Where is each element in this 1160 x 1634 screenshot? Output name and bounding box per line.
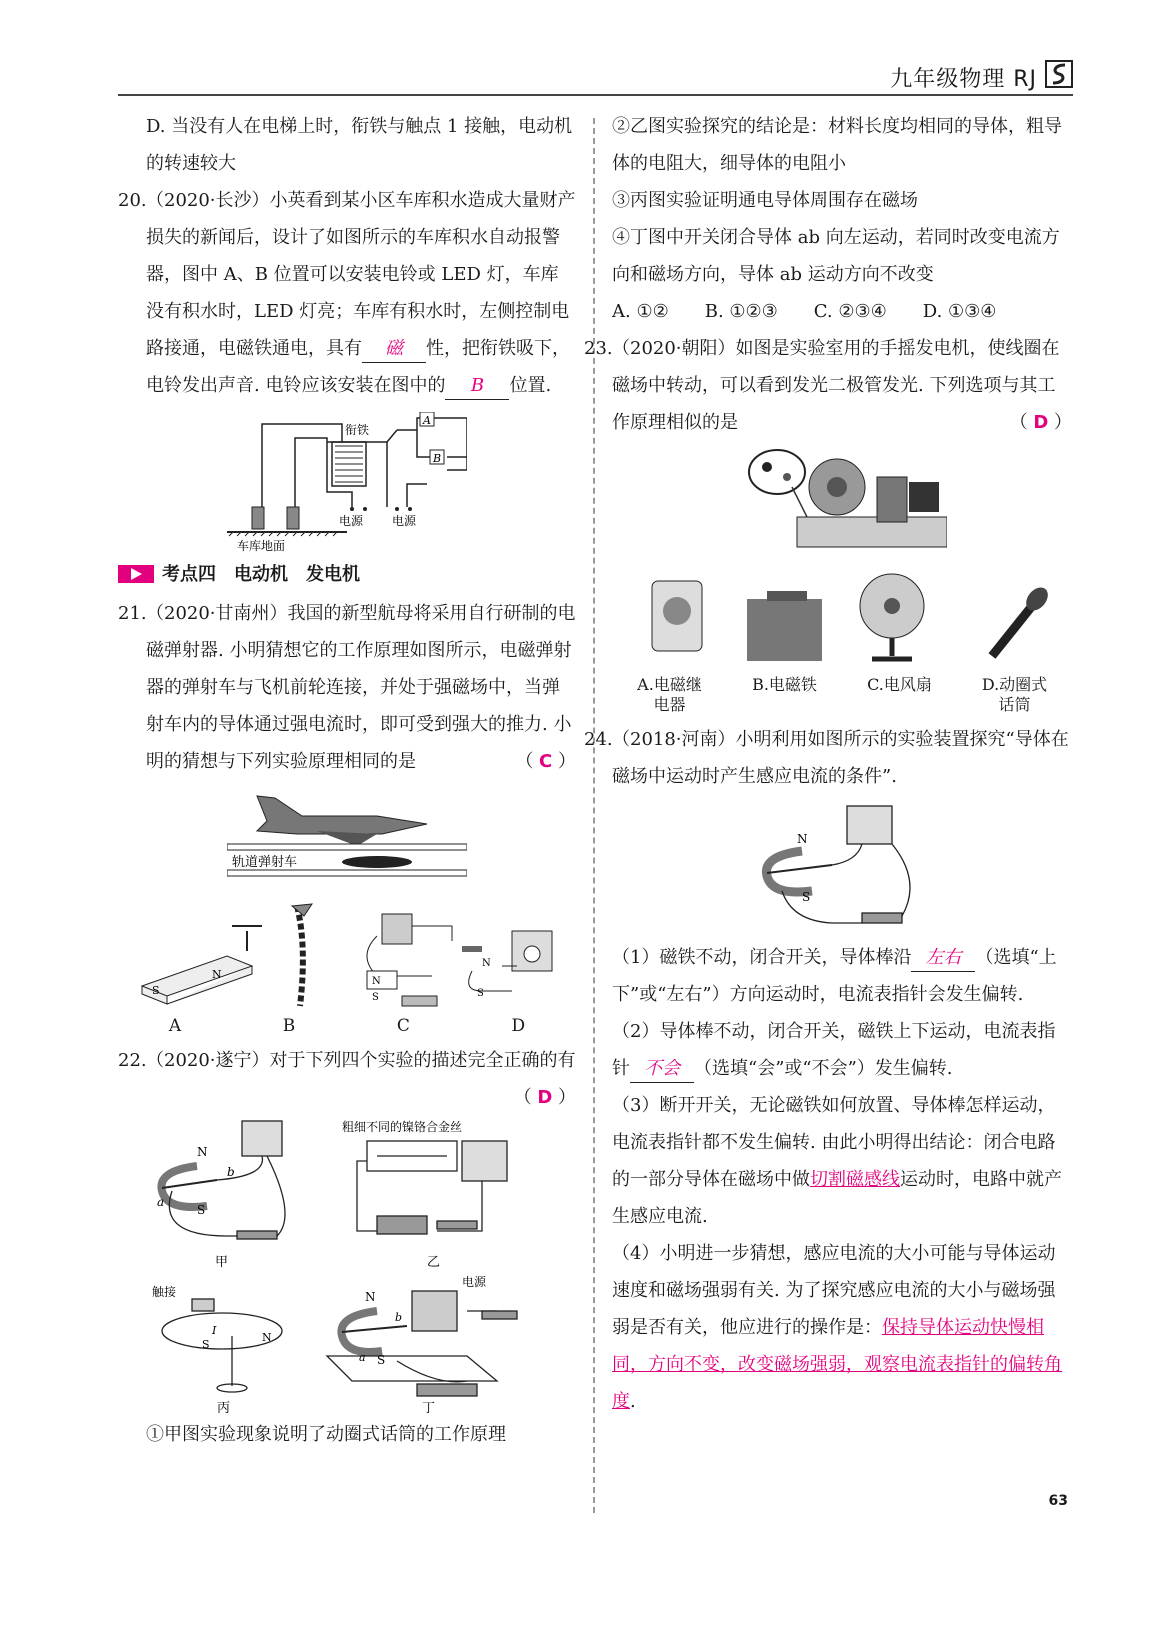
svg-text:S: S <box>477 988 484 999</box>
q20-text-2: 性，把衔铁吸下，电铃发出声音. 电铃应该安装在图中的 <box>146 338 570 396</box>
svg-text:a: a <box>157 1195 165 1209</box>
svg-text:N: N <box>372 976 381 987</box>
svg-text:N: N <box>262 1331 272 1344</box>
svg-text:N: N <box>212 968 222 981</box>
q22-fig-yi: 乙 <box>427 1255 441 1270</box>
q24-part-1 <box>612 939 1072 1013</box>
q22-fig-bing-label: 触接 <box>152 1285 177 1299</box>
question-21 <box>118 595 576 780</box>
q24-p2-text-b: （选填“会”或“不会”）发生偏转. <box>694 1058 953 1079</box>
svg-text:N: N <box>482 958 491 969</box>
q20-fig-power-1: 电源 <box>339 514 364 528</box>
question-22 <box>118 1042 576 1108</box>
svg-text:N: N <box>365 1290 376 1304</box>
q23-option-b: B.电磁铁 <box>752 675 817 694</box>
question-24 <box>584 721 1072 795</box>
left-column <box>118 108 576 1453</box>
section-4-label: 考点四 电动机 发电机 <box>162 564 360 585</box>
column-divider <box>593 118 595 1513</box>
svg-text:S: S <box>377 1353 386 1367</box>
header-title: 九年级物理 RJ <box>890 67 1037 92</box>
q24-part-4 <box>612 1235 1072 1420</box>
svg-text:S: S <box>802 890 811 904</box>
svg-text:I: I <box>212 1324 217 1337</box>
section-arrow-icon <box>118 565 154 583</box>
q24-p4-text-a: （4）小明进一步猜想，感应电流的大小可能与导体运动速度和磁场强弱有关. 为了探究感应电流的大小与磁场强弱是否有关，他应进行的操作是： <box>612 1243 1056 1338</box>
q24-apparatus-figure <box>752 801 932 931</box>
q23-answer-paren: （ D ） <box>1009 412 1072 433</box>
q20-text-3: 位置. <box>509 375 552 396</box>
q20-fig-ground: 车库地面 <box>237 539 286 552</box>
q22-fig-jia: 甲 <box>215 1255 229 1270</box>
q24-p1-text-b: （选填“上下”或“左右”）方向运动时，电流表指针会发生偏转. <box>612 947 1057 1005</box>
q24-p2-text-a: （2）导体棒不动，闭合开关，磁铁上下运动，电流表指针 <box>612 1021 1056 1079</box>
q24-part-2 <box>612 1013 1072 1087</box>
q24-p1-text-a: （1）磁铁不动，闭合开关，导体棒沿 <box>612 947 912 968</box>
svg-text:S: S <box>202 1338 210 1351</box>
q21-option-b: B <box>282 1016 296 1036</box>
q23-option-labels <box>612 675 1072 715</box>
q22-answer: D <box>537 1087 553 1108</box>
q21-option-c: C <box>396 1016 410 1036</box>
right-column <box>584 108 1072 1420</box>
q21-fig-label: 轨道弹射车 <box>232 855 298 870</box>
q21-option-a: A <box>168 1016 182 1036</box>
q22-fig-ding-label: 电源 <box>462 1275 487 1289</box>
svg-text:a: a <box>359 1351 366 1364</box>
svg-text:N: N <box>197 1145 208 1159</box>
q20-blank-2: B <box>445 373 509 400</box>
q21-options-figure <box>132 896 562 1016</box>
q20-figure <box>227 412 467 552</box>
q24-p3-text-b: 运动时，电路中就产生感应电流. <box>612 1169 1062 1227</box>
q21-answer: C <box>539 751 553 772</box>
q22-statement-3: ③丙图实验证明通电导体周围存在磁场 <box>612 190 918 211</box>
q22-text: （2020·遂宁）对于下列四个实验的描述完全正确的有 <box>146 1050 576 1071</box>
svg-text:S: S <box>152 984 160 997</box>
section-4-heading <box>118 556 576 593</box>
q20-number: 20. <box>118 190 147 211</box>
q20-fig-power-2: 电源 <box>392 514 417 528</box>
publisher-logo-icon <box>1045 60 1073 88</box>
q24-p4-end: . <box>630 1391 636 1412</box>
q20-fig-armature: 衔铁 <box>345 423 370 437</box>
q21-answer-paren: （ C ） <box>515 751 576 772</box>
q24-p4-answer: 保持导体运动快慢相同，方向不变，改变磁场强弱，观察电流表指针的偏转角度 <box>612 1317 1062 1412</box>
q21-option-d: D <box>511 1016 526 1036</box>
q24-p2-blank: 不会 <box>630 1056 694 1083</box>
question-23 <box>584 330 1072 441</box>
q23-option-c: C.电风扇 <box>867 675 932 694</box>
svg-text:S: S <box>372 992 379 1003</box>
q22-statement-2: ②乙图实验探究的结论是：材料长度均相同的导体，粗导体的电阻大，细导体的电阻小 <box>612 116 1062 174</box>
page-number: 63 <box>1048 1493 1068 1509</box>
q24-number: 24. <box>584 729 613 750</box>
q23-option-d: D.动圈式话筒 <box>981 675 1048 714</box>
svg-text:b: b <box>395 1311 403 1324</box>
q23-answer: D <box>1033 412 1049 433</box>
q23-generator-figure <box>737 447 947 557</box>
q22-fig-bing: 丙 <box>217 1401 231 1416</box>
svg-text:N: N <box>797 832 808 846</box>
q22-options: A. ①② B. ①②③ C. ②③④ D. ①③④ <box>612 301 997 322</box>
q24-p3-text-a: （3）断开开关，无论磁铁如何放置、导体棒怎样运动，电流表指针都不发生偏转. 由此小明得出结论：闭合电路的一部分导体在磁场中做 <box>612 1095 1056 1190</box>
q22-statement-4: ④丁图中开关闭合导体 ab 向左运动，若同时改变电流方向和磁场方向，导体 ab 运动方向不改变 <box>612 227 1060 285</box>
q23-options-figure <box>627 571 1057 671</box>
q19-option-d: D. 当没有人在电梯上时，衔铁与触点 1 接触，电动机的转速较大 <box>146 116 573 174</box>
q22-answer-paren: （ D ） <box>513 1087 576 1108</box>
q22-figures <box>137 1116 557 1416</box>
q20-text-1: （2020·长沙）小英看到某小区车库积水造成大量财产损失的新闻后，设计了如图所示的车库积水自动报警器，图中 A、B 位置可以安装电铃或 LED 灯，车库没有积水时，LED 灯亮；车库有积水时，左侧控制电路接通，电磁铁通电，具有 <box>146 190 576 359</box>
q23-option-a: A.电磁继电器 <box>637 675 702 714</box>
question-20 <box>118 182 576 404</box>
svg-text:b: b <box>227 1165 235 1179</box>
q22-number: 22. <box>118 1050 147 1071</box>
q23-text: （2020·朝阳）如图是实验室用的手摇发电机，使线圈在磁场中转动，可以看到发光二极管发光. 下列选项与其工作原理相似的是 <box>612 338 1060 433</box>
q20-fig-b: B <box>433 452 442 465</box>
q22-fig-yi-caption: 粗细不同的镍铬合金丝 <box>342 1120 463 1134</box>
page-header <box>118 60 1073 96</box>
q24-p1-blank: 左右 <box>911 945 975 972</box>
q21-number: 21. <box>118 603 147 624</box>
q20-fig-a: A <box>423 414 431 427</box>
q22-fig-ding: 丁 <box>422 1401 436 1416</box>
q21-jet-figure <box>227 786 467 886</box>
q20-blank-1: 磁 <box>362 336 426 363</box>
q21-option-labels <box>118 1016 576 1036</box>
q22-statement-1: ①甲图实验现象说明了动圈式话筒的工作原理 <box>146 1424 506 1445</box>
q24-text: （2018·河南）小明利用如图所示的实验装置探究“导体在磁场中运动时产生感应电流的条件”. <box>612 729 1069 787</box>
svg-text:S: S <box>197 1203 206 1217</box>
q23-number: 23. <box>584 338 613 359</box>
q24-p3-answer: 切割磁感线 <box>810 1169 900 1190</box>
q24-part-3 <box>612 1087 1072 1235</box>
q21-text: （2020·甘南州）我国的新型航母将采用自行研制的电磁弹射器. 小明猜想它的工作原理如图所示，电磁弹射器的弹射车与飞机前轮连接，并处于强磁场中，当弹射车内的导体通过强电流时，即可受到强大的推力. 小明的猜想与下列实验原理相同的是 <box>146 603 576 772</box>
